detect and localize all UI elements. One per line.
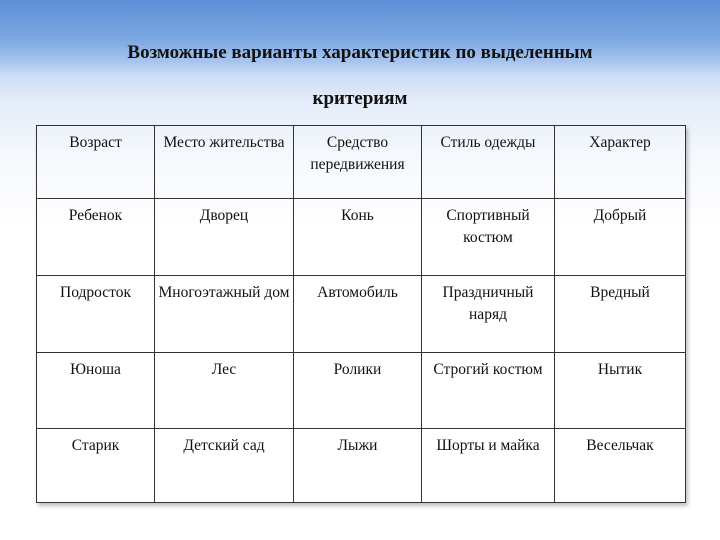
header-cell-character: Характер — [555, 126, 686, 199]
table-cell: Многоэтажный дом — [155, 276, 294, 353]
slide-title — [0, 30, 720, 122]
table-cell: Дворец — [155, 199, 294, 276]
table-row — [37, 199, 686, 276]
table-cell: Весельчак — [555, 429, 686, 503]
table-cell: Юноша — [37, 353, 155, 429]
header-cell-clothing-style: Стиль одежды — [422, 126, 555, 199]
table-cell: Ролики — [294, 353, 422, 429]
table-cell: Автомобиль — [294, 276, 422, 353]
table-cell: Праздничный наряд — [422, 276, 555, 353]
table-cell: Нытик — [555, 353, 686, 429]
table-cell: Спортивный костюм — [422, 199, 555, 276]
slide-title-line-2: критериям — [312, 88, 408, 109]
header-cell-age: Возраст — [37, 126, 155, 199]
table-cell: Старик — [37, 429, 155, 503]
header-cell-transport: Средство передвижения — [294, 126, 422, 199]
table-cell: Ребенок — [37, 199, 155, 276]
header-cell-residence: Место жительства — [155, 126, 294, 199]
table-cell: Вредный — [555, 276, 686, 353]
table-cell: Детский сад — [155, 429, 294, 503]
table-row — [37, 353, 686, 429]
table-row — [37, 276, 686, 353]
table-cell: Лыжи — [294, 429, 422, 503]
slide-title-line-1: Возможные варианты характеристик по выделенным — [127, 42, 593, 63]
table-header-row — [37, 126, 686, 199]
table-row — [37, 429, 686, 503]
table-cell: Лес — [155, 353, 294, 429]
table-cell: Подросток — [37, 276, 155, 353]
table-cell: Строгий костюм — [422, 353, 555, 429]
table-cell: Конь — [294, 199, 422, 276]
characteristics-table — [36, 125, 686, 503]
table-cell: Добрый — [555, 199, 686, 276]
table-cell: Шорты и майка — [422, 429, 555, 503]
